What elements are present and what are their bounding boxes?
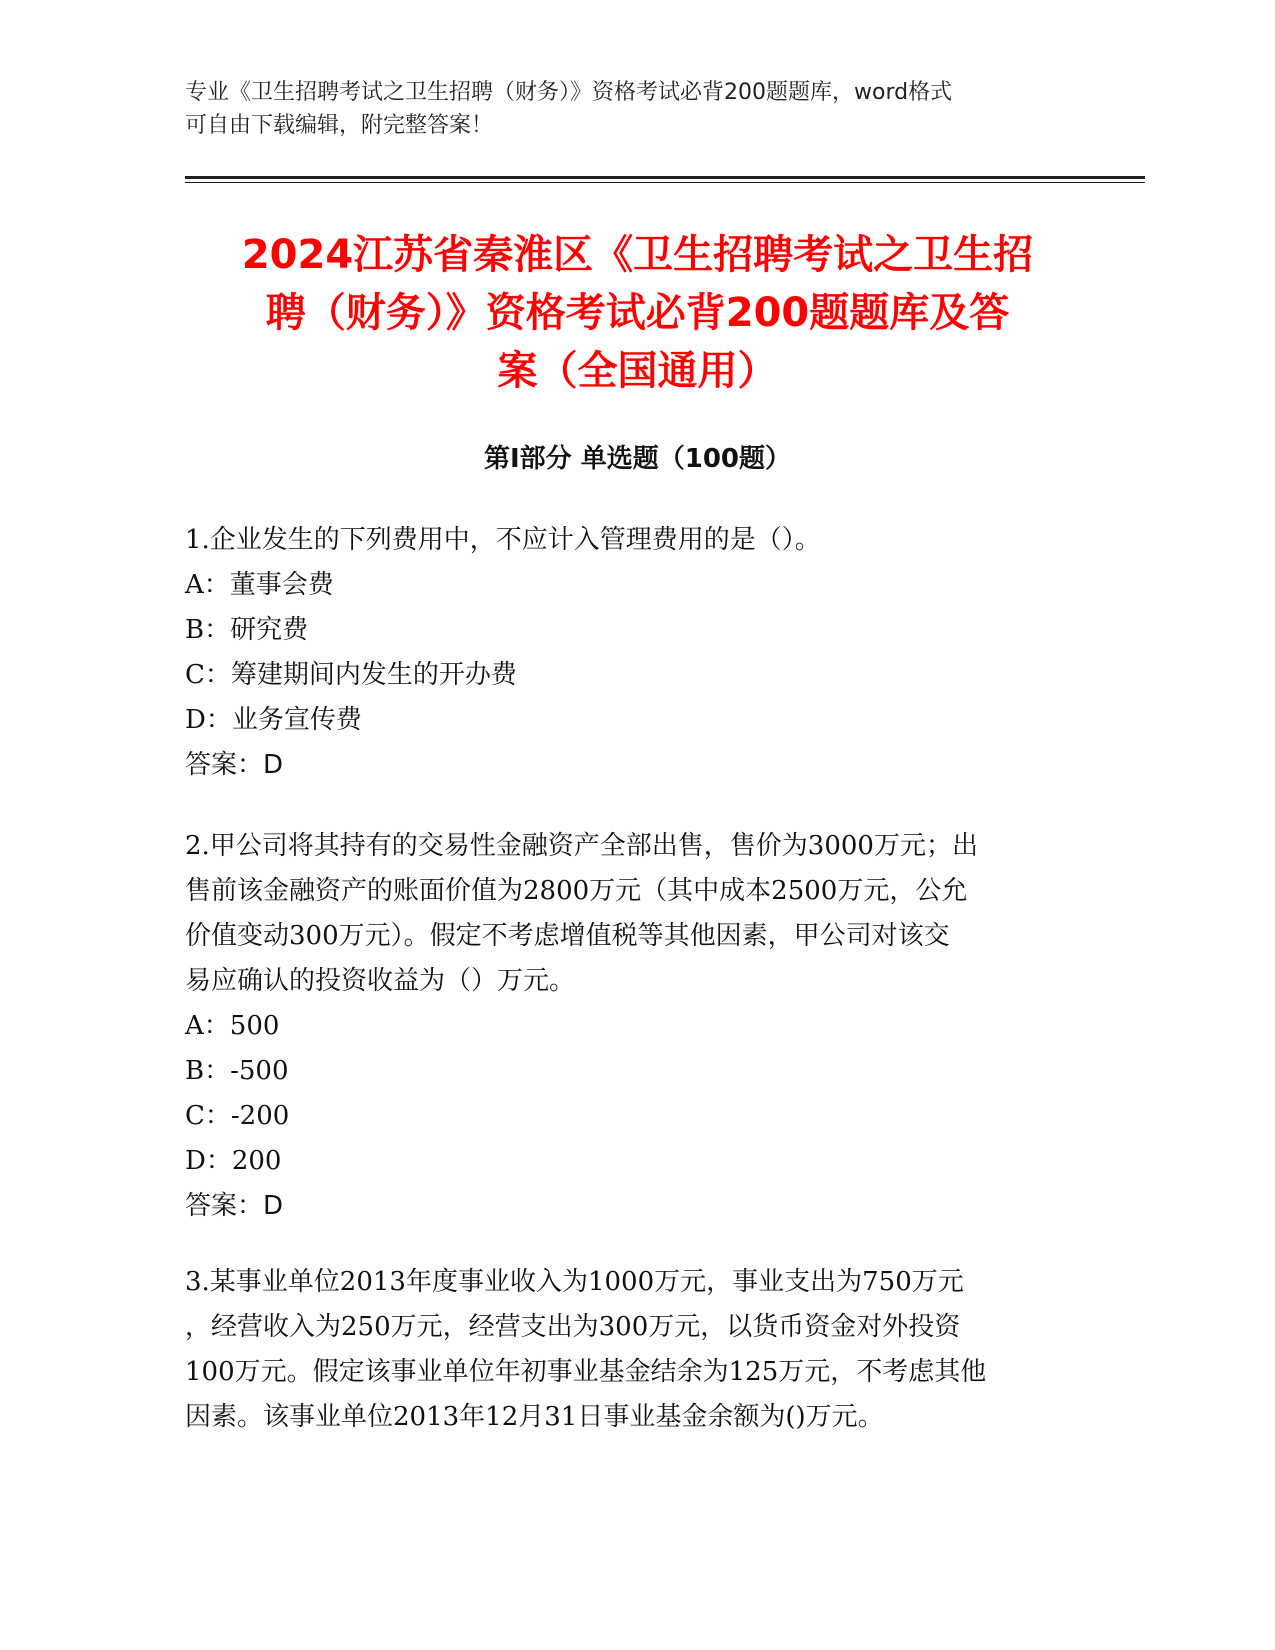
question-text: 3.某事业单位2013年度事业收入为1000万元，事业支出为750万元 [185,1267,964,1297]
header-note [185,76,1065,142]
question-text: 1.企业发生的下列费用中，不应计入管理费用的是（）。 [185,525,821,555]
header-divider-thick [185,176,1145,179]
question-text: ，经营收入为250万元，经营支出为300万元，以货币资金对外投资 [185,1312,961,1342]
title-line: 2024江苏省秦淮区《卫生招聘考试之卫生招 [241,232,1034,278]
question-3 [185,1260,986,1440]
answer: 答案：D [185,750,284,780]
option-b: B：-500 [185,1056,289,1086]
question-text: 易应确认的投资收益为（）万元。 [185,966,576,996]
option-a: A：500 [185,1011,280,1041]
header-note-line: 可自由下载编辑，附完整答案！ [185,113,494,138]
header-divider-thin [185,182,1145,183]
section-title: 第I部分 单选题（100题） [484,444,791,474]
question-1 [185,518,821,788]
question-text: 100万元。假定该事业单位年初事业基金结余为125万元，不考虑其他 [185,1357,987,1387]
question-text: 2.甲公司将其持有的交易性金融资产全部出售，售价为3000万元；出 [185,831,978,861]
option-d: D：业务宣传费 [185,705,362,735]
option-c: C：-200 [185,1101,290,1131]
header-note-line: 专业《卫生招聘考试之卫生招聘（财务）》资格考试必背200题题库，word格式 [185,80,953,105]
option-a: A：董事会费 [185,570,334,600]
question-text: 价值变动300万元）。假定不考虑增值税等其他因素，甲公司对该交 [185,921,950,951]
question-text: 因素。该事业单位2013年12月31日事业基金余额为()万元。 [185,1402,884,1432]
answer: 答案：D [185,1191,284,1221]
option-b: B：研究费 [185,615,309,645]
document-title [150,226,1125,400]
option-d: D：200 [185,1146,282,1176]
title-line: 聘（财务）》资格考试必背200题题库及答 [265,290,1010,336]
option-c: C：筹建期间内发生的开办费 [185,660,517,690]
question-2 [185,824,978,1229]
question-text: 售前该金融资产的账面价值为2800万元（其中成本2500万元，公允 [185,876,968,906]
title-line: 案（全国通用） [497,348,778,394]
